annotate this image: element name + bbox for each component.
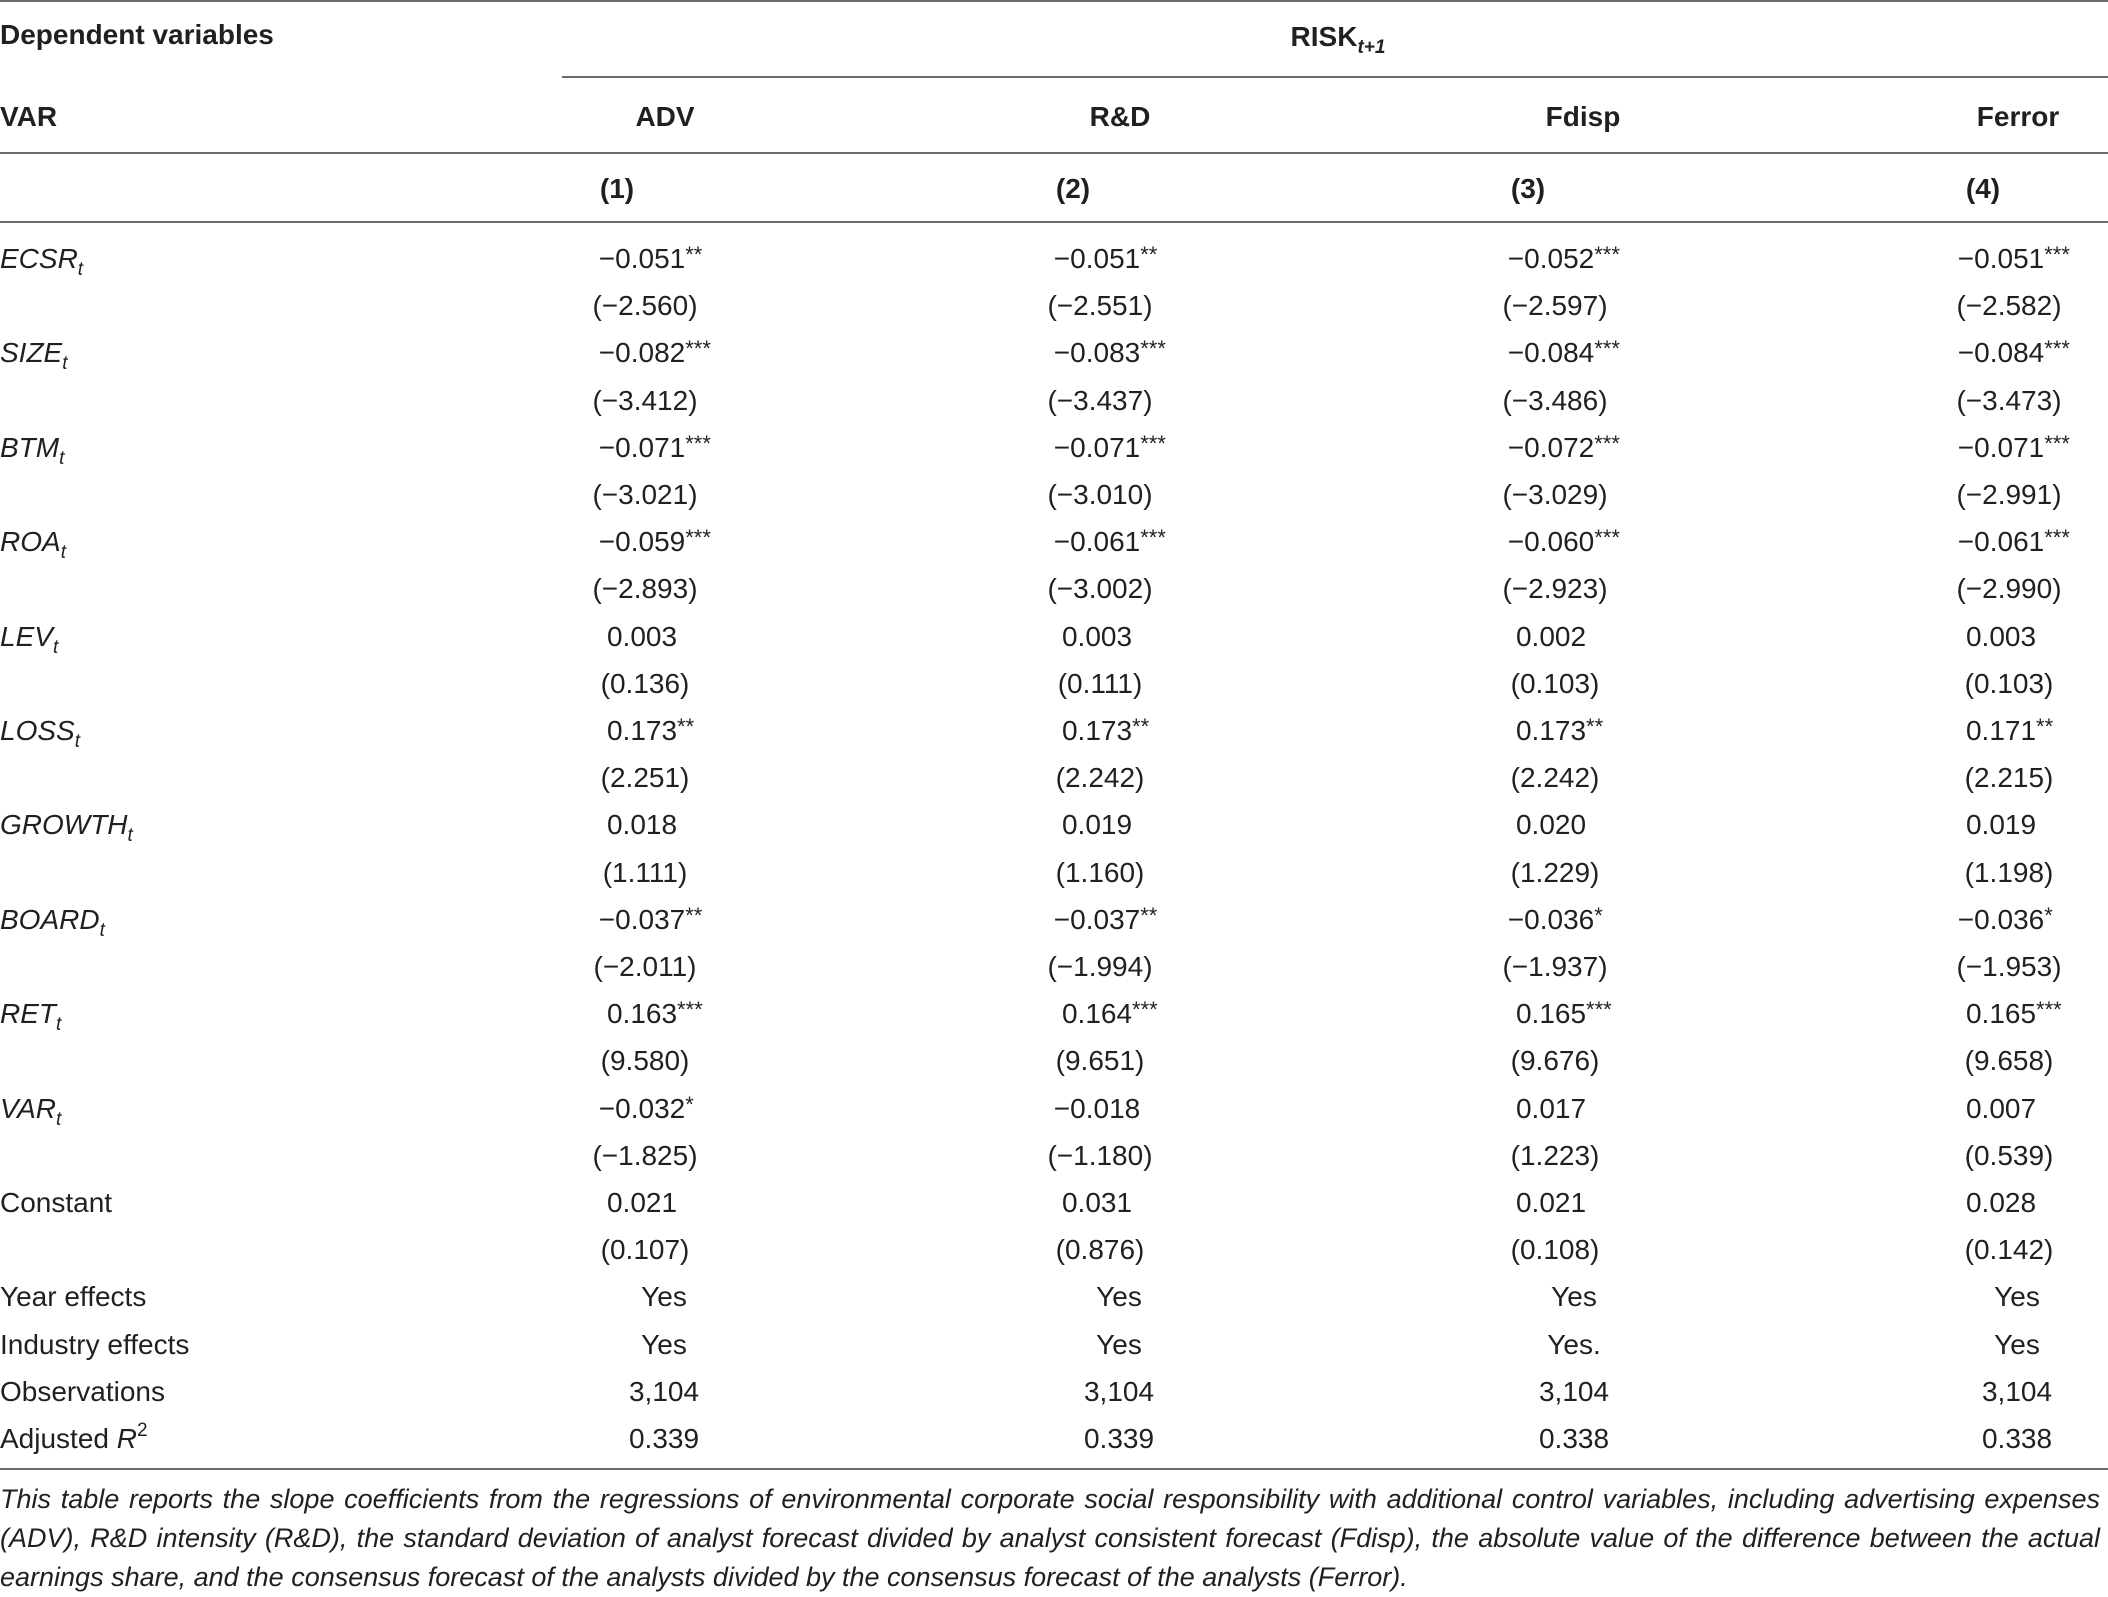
coefficient-value: 0.003 [1061,620,1133,652]
significance-stars: ** [685,902,703,928]
significance-stars: *** [677,997,703,1023]
coefficient-value: −0.051 [598,243,686,274]
column-header-fdisp: Fdisp [1545,101,1621,132]
coefficient-value: −0.052 [1507,243,1595,274]
coefficient-cell [1508,903,1640,939]
footer-row-label [0,1375,165,1409]
coefficient-value: −0.082 [598,337,686,369]
coefficient-value: −0.051 [1957,243,2045,274]
t-statistic-cell: (−1.825) [592,1139,698,1171]
t-statistic-cell: (0.142) [1964,1234,2054,1266]
footer-value-cell: 3,104 [628,1375,700,1407]
coefficient-value: 0.171 [1965,715,2037,746]
significance-stars: ** [1140,902,1158,928]
significance-stars: *** [1586,997,1612,1023]
t-statistic-cell: (2.242) [1055,762,1145,794]
t-statistic-cell: (−3.437) [1047,384,1153,416]
coefficient-value: −0.036 [1507,903,1595,935]
row-variable-subscript: t [59,447,65,469]
coefficient-value: −0.032 [598,1092,686,1124]
row-variable-name: BOARD [0,903,100,935]
coefficient-value: 0.003 [1965,620,2037,652]
dependent-variables-label: Dependent variables [0,19,274,50]
t-statistic-cell: (−3.029) [1502,479,1608,510]
t-statistic-cell: (0.136) [600,667,690,699]
significance-stars: *** [2044,525,2070,551]
coefficient-value: −0.051 [1053,243,1141,274]
coefficient-cell [1062,808,1178,842]
row-variable-subscript: t [60,542,66,564]
t-statistic-cell: (−3.002) [1047,573,1153,605]
t-statistic-cell: (0.103) [1964,667,2054,699]
footer-row-text: Industry effects [0,1328,190,1360]
coefficient-value: 0.173 [606,715,678,746]
footer-value-cell: 0.338 [1538,1423,1610,1454]
coefficient-cell [1054,525,1186,561]
coefficient-cell [1966,620,2082,654]
significance-stars: ** [2036,714,2054,739]
significance-stars: *** [1140,430,1166,456]
coefficient-cell [1966,808,2082,842]
row-label [0,336,68,375]
coefficient-cell [607,620,723,654]
footer-value-cell: Yes [641,1328,687,1360]
header-rule-2 [0,221,2108,223]
column-number-4: (4) [1965,173,2001,204]
footer-value-cell: 0.339 [1083,1423,1155,1454]
coefficient-value: 0.018 [606,809,678,841]
row-variable-name: ECSR [0,243,78,274]
significance-stars: ** [1586,714,1604,739]
coefficient-cell [1508,242,1640,278]
t-statistic-cell: (9.580) [600,1045,690,1077]
t-statistic-cell: (−3.473) [1956,384,2062,416]
row-variable-name: LOSS [0,715,75,746]
footer-value-cell: Yes. [1547,1328,1601,1360]
row-label [0,1092,62,1130]
t-statistic-cell: (−2.597) [1502,290,1608,322]
coefficient-value: −0.037 [598,903,686,935]
t-statistic-cell: (−2.923) [1502,573,1608,605]
top-rule [0,0,2108,2]
t-statistic-cell: (1.229) [1510,856,1600,888]
coefficient-cell [1062,1186,1178,1220]
significance-stars: *** [1140,525,1166,551]
coefficient-value: −0.071 [1053,431,1141,463]
table-footnote: This table reports the slope coefficients from the regressions of environmental corporate social responsibility with additional control variables, including advertising expenses (ADV), R&D intensity (R&D), the standard deviation of analyst forecast divided by analyst consistent forecast (Fdisp), the absolute value of the difference between the actual earnings share, and the consensus forecast of the analysts divided by the consensus forecast of the analysts (Ferror). [0,1484,2100,1592]
footer-value-cell: 3,104 [1538,1375,1610,1407]
coefficient-cell [1062,714,1178,750]
row-label [0,714,80,752]
significance-stars: * [685,1091,694,1117]
coefficient-value: 0.173 [1061,715,1133,746]
column-number-3: (3) [1510,173,1546,204]
dependent-variable-title: $RISK_{t+1}$ [1290,21,1386,58]
coefficient-cell [1958,242,2090,278]
header-rule-1 [0,152,2108,154]
coefficient-value: −0.084 [1507,337,1595,369]
t-statistic-cell: (1.111) [602,856,688,888]
coefficient-value: −0.083 [1053,337,1141,369]
r-squared-symbol: R [116,1423,137,1454]
coefficient-cell [599,431,731,467]
coefficient-cell [599,903,731,939]
coefficient-cell [1966,714,2082,750]
coefficient-cell [607,714,723,750]
column-number-1: (1) [599,173,635,204]
coefficient-cell [1516,714,1632,750]
coefficient-cell [1516,997,1632,1033]
t-statistic-cell: (0.111) [1057,667,1143,699]
column-header-ferror: Ferror [1976,101,2060,132]
coefficient-cell [1958,336,2090,372]
t-statistic-cell: (1.223) [1510,1139,1600,1171]
coefficient-value: −0.036 [1957,903,2045,935]
significance-stars: *** [2044,430,2070,456]
significance-stars: *** [685,525,711,551]
coefficient-cell [599,525,731,561]
coefficient-value: −0.071 [1957,431,2045,463]
row-variable-name: GROWTH [0,809,128,841]
t-statistic-cell: (−2.991) [1956,479,2062,510]
t-statistic-cell: (0.103) [1510,667,1600,699]
significance-stars: *** [1594,242,1620,267]
footer-row-label [0,1328,189,1362]
significance-stars: *** [685,336,711,362]
column-header-adv: ADV [635,101,695,132]
row-variable-name: VAR [0,1092,57,1124]
row-label [0,525,66,564]
t-statistic-cell: (9.658) [1964,1045,2054,1077]
row-variable-subscript: t [56,1108,62,1130]
coefficient-cell [599,1092,731,1128]
t-statistic-cell: (−2.560) [592,290,698,322]
footer-value-cell: 3,104 [1981,1375,2053,1407]
row-variable-subscript: t [99,919,105,941]
footer-row-text: Year effects [0,1281,147,1313]
row-variable-subscript: t [74,731,80,752]
t-statistic-cell: (−1.994) [1047,951,1153,982]
coefficient-value: −0.037 [1053,903,1141,935]
row-variable-subscript: t [62,353,68,375]
row-variable-name: ROA [0,526,61,558]
coefficient-cell [1062,620,1178,654]
t-statistic-cell: (−3.486) [1502,384,1608,416]
spanner-rule [562,76,2108,78]
coefficient-value: −0.071 [598,431,686,463]
coefficient-value: 0.031 [1061,1187,1133,1218]
row-label [0,997,62,1036]
row-variable-name: SIZE [0,337,63,369]
significance-stars: *** [685,430,711,456]
row-label [0,620,59,658]
row-label [0,808,133,847]
coefficient-value: 0.165 [1515,998,1587,1030]
coefficient-cell [599,242,731,278]
row-variable-subscript: t [127,825,133,847]
coefficient-value: −0.072 [1507,431,1595,463]
coefficient-cell [1516,620,1632,654]
t-statistic-cell: (1.160) [1055,856,1145,888]
coefficient-value: −0.061 [1053,526,1141,558]
row-label [0,1186,112,1220]
coefficient-cell [1508,336,1640,372]
coefficient-value: −0.018 [1053,1092,1141,1124]
row-variable-name: BTM [0,431,60,463]
t-statistic-cell: (0.539) [1964,1139,2054,1171]
coefficient-value: 0.007 [1965,1092,2037,1124]
footer-row-superscript: 2 [136,1420,148,1441]
t-statistic-cell: (−2.893) [592,573,698,605]
coefficient-cell [1054,431,1186,467]
var-label: VAR [0,101,58,132]
coefficient-cell [1054,1092,1186,1126]
coefficient-cell [1054,242,1186,278]
t-statistic-cell: (0.876) [1055,1234,1145,1266]
coefficient-cell [1508,525,1640,561]
t-statistic-cell: (0.108) [1510,1234,1600,1266]
t-statistic-cell: (−2.551) [1047,290,1153,322]
significance-stars: *** [1140,336,1166,362]
footer-value-cell: 0.338 [1981,1423,2053,1454]
coefficient-cell [607,997,723,1033]
footer-row-text: Observations [0,1375,165,1407]
row-variable-subscript: t [77,259,84,280]
footer-row-label [0,1422,148,1456]
coefficient-value: 0.002 [1515,620,1587,652]
footer-value-cell: 0.339 [628,1423,700,1454]
coefficient-cell [1054,336,1186,372]
footer-row-text: Adjusted R [0,1423,137,1454]
t-statistic-cell: (2.215) [1964,762,2054,794]
coefficient-cell [1054,903,1186,939]
coefficient-value: 0.164 [1061,998,1133,1030]
bottom-rule [0,1468,2108,1470]
footer-value-cell: 3,104 [1083,1375,1155,1407]
significance-stars: *** [1594,336,1620,362]
significance-stars: * [2044,902,2053,928]
column-header-rd: R&D [1089,101,1151,132]
significance-stars: ** [1140,242,1158,267]
significance-stars: *** [1132,997,1158,1023]
footer-value-cell: Yes [641,1281,687,1313]
t-statistic-cell: (9.676) [1510,1045,1600,1077]
row-variable-subscript: t [52,636,59,658]
coefficient-cell [1958,903,2090,939]
significance-stars: ** [677,714,695,739]
row-variable-name: LEV [0,620,53,652]
t-statistic-cell: (1.198) [1964,856,2054,888]
coefficient-value: 0.017 [1515,1092,1587,1124]
row-variable-subscript: t [56,1014,62,1036]
coefficient-cell [1062,997,1178,1033]
coefficient-cell [1516,808,1632,842]
coefficient-cell [599,336,731,372]
coefficient-value: 0.019 [1061,809,1133,841]
significance-stars: ** [685,242,703,267]
coefficient-value: −0.059 [598,526,686,558]
t-statistic-cell: (−3.412) [592,384,698,416]
footer-value-cell: Yes [1994,1281,2040,1313]
significance-stars: *** [2044,242,2070,267]
coefficient-cell [607,808,723,842]
coefficient-value: 0.021 [1515,1187,1587,1218]
coefficient-value: 0.028 [1965,1187,2037,1218]
coefficient-value: 0.003 [606,620,678,652]
t-statistic-cell: (−1.937) [1502,951,1608,982]
coefficient-cell [1966,1186,2082,1220]
t-statistic-cell: (0.107) [600,1234,690,1266]
coefficient-value: 0.020 [1515,809,1587,841]
coefficient-cell [1508,431,1640,467]
coefficient-value: 0.173 [1515,715,1587,746]
t-statistic-cell: (2.251) [600,762,690,794]
coefficient-cell [1966,1092,2082,1126]
coefficient-value: 0.163 [606,998,678,1030]
t-statistic-cell: (−3.021) [592,479,698,510]
significance-stars: *** [1594,525,1620,551]
t-statistic-cell: (−2.582) [1956,290,2062,322]
t-statistic-cell: (−2.011) [593,951,697,982]
row-label [0,242,84,280]
row-label [0,903,105,941]
coefficient-cell [1966,997,2082,1033]
coefficient-value: 0.021 [606,1187,678,1218]
column-number-2: (2) [1055,173,1091,204]
footer-row-label [0,1280,146,1314]
t-statistic-cell: (−2.990) [1956,573,2062,605]
coefficient-cell [1958,431,2090,467]
t-statistic-cell: (2.242) [1510,762,1600,794]
significance-stars: *** [2044,336,2070,362]
significance-stars: *** [2036,997,2062,1023]
coefficient-cell [1516,1092,1632,1126]
coefficient-value: −0.061 [1957,526,2045,558]
row-label [0,431,65,469]
t-statistic-cell: (−3.010) [1047,479,1153,510]
significance-stars: * [1594,902,1603,928]
coefficient-cell [607,1186,723,1220]
footer-value-cell: Yes [1096,1281,1142,1313]
row-variable-name: RET [0,998,56,1030]
t-statistic-cell: (−1.953) [1956,951,2062,982]
footer-value-cell: Yes [1994,1328,2040,1360]
row-variable-name: Constant [0,1187,113,1218]
coefficient-cell [1516,1186,1632,1220]
coefficient-value: 0.165 [1965,998,2037,1030]
footer-value-cell: Yes [1096,1328,1142,1360]
t-statistic-cell: (9.651) [1055,1045,1145,1077]
coefficient-value: −0.084 [1957,337,2045,369]
significance-stars: ** [1132,714,1150,739]
coefficient-value: −0.060 [1507,526,1595,558]
t-statistic-cell: (−1.180) [1047,1139,1153,1171]
coefficient-value: 0.019 [1965,809,2037,841]
footer-value-cell: Yes [1551,1281,1597,1313]
coefficient-cell [1958,525,2090,561]
significance-stars: *** [1594,430,1620,456]
